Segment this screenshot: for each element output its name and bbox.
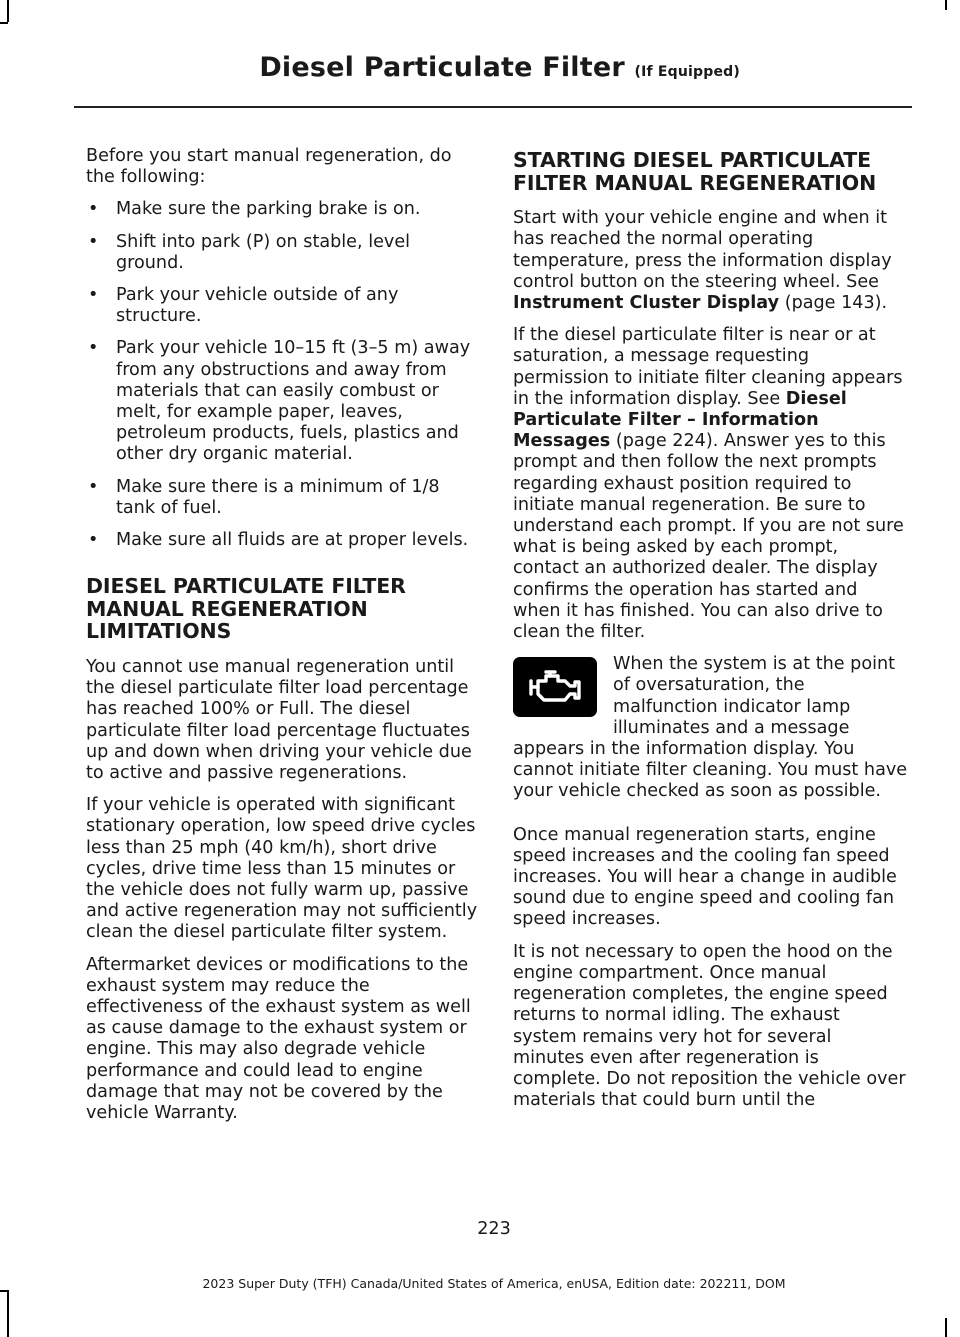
paragraph <box>513 208 908 314</box>
paragraph: You cannot use manual regeneration until the diesel particulate filter load percentage has reached 100% or Full. The diesel particulate filter load percentage fluctuates up and down when driving your vehicle due to active and passive regenerations. <box>86 657 472 784</box>
page-header <box>259 52 740 83</box>
paragraph <box>513 325 908 643</box>
list-item: • Park your vehicle outside of any structure. <box>86 285 478 327</box>
page-reference: (page 143). <box>779 293 888 313</box>
footer-edition-info: 2023 Super Duty (TFH) Canada/United States of America, enUSA, Edition date: 202211, DOM <box>202 1276 786 1291</box>
paragraph: If your vehicle is operated with significant stationary operation, low speed drive cycles less than 25 mph (40 km/h), short drive cycles, drive time less than 15 minutes or the vehicle does not fully warm up, passive and active regeneration may not sufficiently clean the diesel particulate filter system. <box>86 795 478 943</box>
section-heading-limitations: DIESEL PARTICULATE FILTER MANUAL REGENERATION LIMITATIONS <box>86 574 406 644</box>
crop-mark-top-left-h <box>0 22 8 24</box>
paragraph: Once manual regeneration starts, engine speed increases and the cooling fan speed increases. You will hear a change in audible sound due to engine speed and cooling fan speed increases. <box>513 824 897 930</box>
header-rule <box>74 106 912 108</box>
left-column <box>86 146 478 1135</box>
list-item: • Make sure the parking brake is on. <box>86 199 478 220</box>
header-suffix: (If Equipped) <box>634 64 740 80</box>
cross-reference-link[interactable]: Instrument Cluster Display <box>513 293 780 313</box>
list-item: • Shift into park (P) on stable, level ground. <box>86 232 478 274</box>
paragraph-with-icon <box>513 654 908 802</box>
crop-mark-bottom-left-v <box>7 1290 9 1337</box>
paragraph: It is not necessary to open the hood on the engine compartment. Once manual regeneration completes, the engine speed returns to normal idling. The exhaust system remains very hot for several minutes even after regeneration is complete. Do not reposition the vehicle over materials that could burn until the <box>513 941 906 1111</box>
check-engine-icon <box>513 657 597 717</box>
paragraph-text: When the system is at the point of oversaturation, the malfunction indicator lamp illuminates and a message appears in the information display. You cannot initiate filter cleaning. You must have your vehicle checked as soon as possible. <box>513 654 908 802</box>
paragraph: Aftermarket devices or modifications to the exhaust system may reduce the effectiveness of the exhaust system as well as cause damage to the exhaust system or engine. This may also degrade vehicle performance and could lead to engine damage that may not be covered by the vehicle Warranty. <box>86 954 471 1124</box>
paragraph-text: If the diesel particulate filter is near or at saturation, a message requesting permission to initiate filter cleaning appears in the information display. See <box>513 325 903 409</box>
crop-mark-top-right-v <box>945 0 947 10</box>
list-item: • Park your vehicle 10–15 ft (3–5 m) away from any obstructions and away from materials that can easily combust or melt, for example paper, leaves, petroleum products, fuels, plastics and other dry organic material. <box>86 338 478 465</box>
crop-mark-top-left-v <box>7 0 9 22</box>
paragraph-text: Start with your vehicle engine and when it has reached the normal operating temperature, press the information display control button on the steering wheel. See <box>513 208 892 292</box>
cross-reference-link[interactable]: Diesel Particulate Filter – Information Messages <box>513 388 847 452</box>
intro-paragraph: Before you start manual regeneration, do the following: <box>86 146 452 188</box>
prep-checklist <box>86 199 478 551</box>
right-column <box>513 146 908 1122</box>
paragraph-text: (page 224). Answer yes to this prompt and then follow the next prompts regarding exhaust position required to initiate manual regeneration. Be sure to understand each prompt. If you are not sure what is being asked by each prompt, contact an authorized dealer. The display confirms the operation has started and when it has finished. You can also drive to clean the filter. <box>513 431 904 643</box>
page-number: 223 <box>477 1219 511 1239</box>
list-item: • Make sure there is a minimum of 1/8 tank of fuel. <box>86 477 478 519</box>
list-item: • Make sure all fluids are at proper levels. <box>86 530 478 551</box>
crop-mark-bottom-right-v <box>945 1318 947 1337</box>
section-heading-starting: STARTING DIESEL PARTICULATE FILTER MANUAL REGENERATION <box>513 148 877 195</box>
header-title: Diesel Particulate Filter <box>259 52 625 83</box>
